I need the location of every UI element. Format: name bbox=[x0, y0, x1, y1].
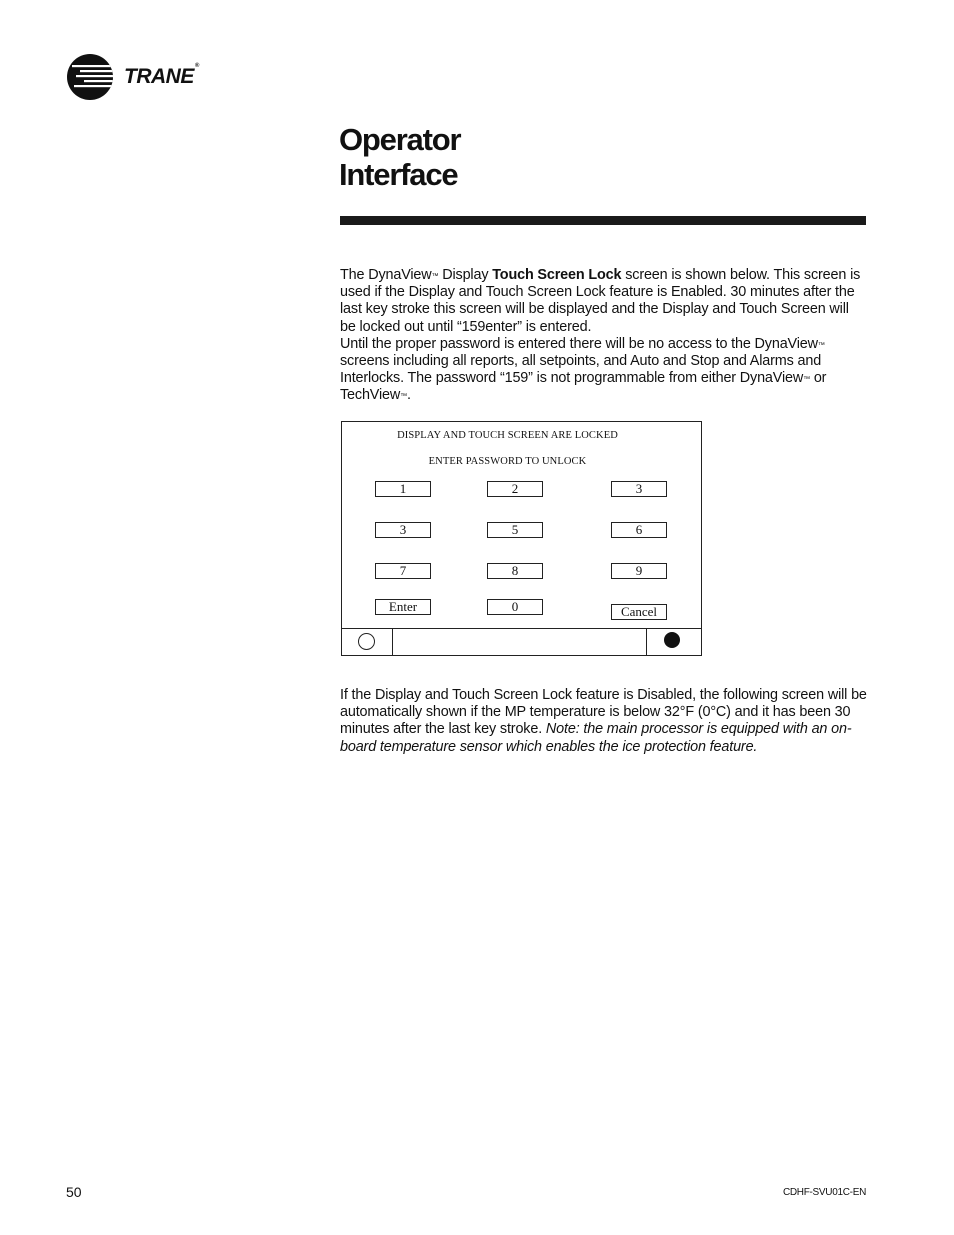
trane-logo bbox=[66, 53, 216, 101]
page-title bbox=[339, 122, 460, 192]
open-circle-indicator-icon bbox=[358, 633, 375, 650]
trane-wordmark: TRANE® bbox=[124, 63, 199, 88]
key-9-button[interactable]: 9 bbox=[611, 563, 667, 579]
intro-text: The DynaView™ Display Touch Screen Lock screen is shown below. This screen is used if the Display and Touch Screen Lock feature is Enabled. 30 minutes after the last key stroke this screen will be displayed and the Display and Touch Screen will be locked out until “159enter” is entered. Until the proper password is entered there will be no access to the DynaView™ screens including all reports, all setpoints, and Auto and Stop and Alarms and Interlocks. The password “159” is not programmable from either DynaView™ or TechView™. bbox=[340, 267, 861, 404]
cancel-button[interactable]: Cancel bbox=[611, 604, 667, 620]
key-3-button[interactable]: 3 bbox=[611, 481, 667, 497]
trane-logo-mark-icon bbox=[66, 53, 114, 101]
unlock-instruction: ENTER PASSWORD TO UNLOCK bbox=[428, 456, 587, 467]
lock-heading: DISPLAY AND TOUCH SCREEN ARE LOCKED bbox=[397, 430, 618, 441]
touch-screen-lock-panel bbox=[341, 421, 702, 656]
key-0-button[interactable]: 0 bbox=[487, 599, 543, 615]
key-2-button[interactable]: 2 bbox=[487, 481, 543, 497]
page-number: 50 bbox=[66, 1184, 82, 1200]
enter-button[interactable]: Enter bbox=[375, 599, 431, 615]
key-1-button[interactable]: 1 bbox=[375, 481, 431, 497]
filled-circle-indicator-icon bbox=[664, 632, 680, 648]
key-4-button[interactable]: 3 bbox=[375, 522, 431, 538]
title-rule bbox=[340, 216, 866, 225]
disabled-lock-text: If the Display and Touch Screen Lock feature is Disabled, the following screen will be automatically shown if the MP temperature is below 32°F (0°C) and it has been 30 minutes after the last key stroke. Note: the main processor is equipped with an on-board temperature sensor which enables the ice protection feature. bbox=[340, 687, 867, 755]
status-message-area bbox=[393, 629, 646, 656]
page-title-line1: Operator bbox=[339, 122, 461, 157]
key-5-button[interactable]: 5 bbox=[487, 522, 543, 538]
key-7-button[interactable]: 7 bbox=[375, 563, 431, 579]
status-divider bbox=[646, 629, 647, 656]
status-bar bbox=[342, 628, 701, 656]
key-8-button[interactable]: 8 bbox=[487, 563, 543, 579]
key-6-button[interactable]: 6 bbox=[611, 522, 667, 538]
page-title-line2: Interface bbox=[339, 157, 458, 192]
document-code: CDHF-SVU01C-EN bbox=[782, 1187, 866, 1198]
